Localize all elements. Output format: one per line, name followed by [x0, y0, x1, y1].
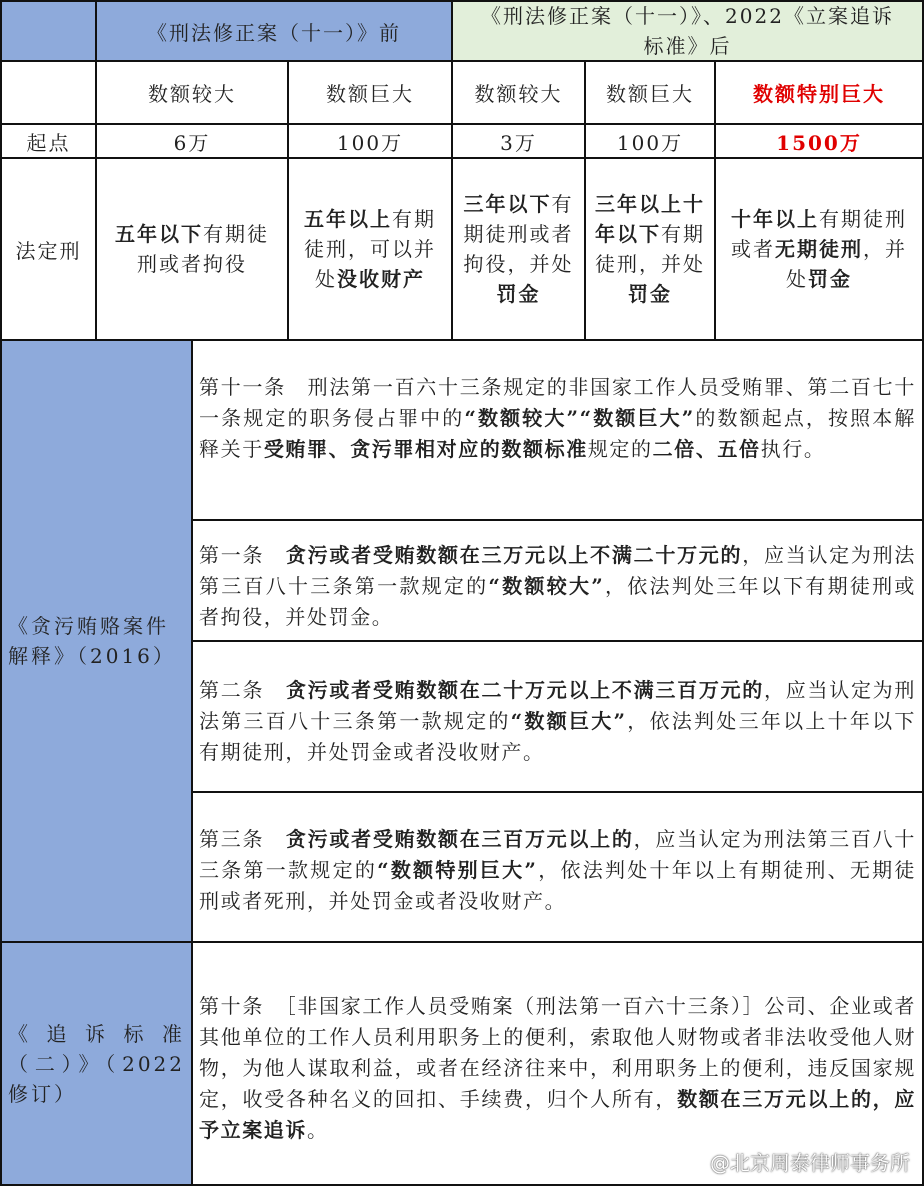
article-text: ，依法判处十年以上有期徒刑、无期徒刑或者死刑，并处罚金或者没收财产。 — [199, 858, 916, 913]
article-text: 第三条 — [199, 827, 286, 851]
article-1-cell — [193, 521, 924, 642]
article-text: 规定的 — [587, 437, 653, 461]
penalty-text: ，并处 — [786, 237, 907, 291]
level-after-extra-huge — [716, 62, 924, 125]
level-label: 数额较大 — [148, 82, 236, 106]
article-2-cell — [193, 642, 924, 793]
threshold-label: 起点 — [26, 130, 71, 155]
penalty-bold: 十年以上 — [731, 207, 819, 231]
penalty-text: 有期徒刑，并处 — [595, 222, 705, 276]
threshold-value: 3万 — [500, 130, 537, 155]
article-text: 第二条 — [199, 678, 286, 702]
interpretation-label-cell — [0, 341, 193, 943]
article-bold: 数额在三万元以上的，应予立案追诉 — [199, 1087, 917, 1142]
article-3-text — [193, 824, 920, 917]
penalty-c2 — [289, 159, 453, 341]
article-text: 执行。 — [760, 437, 826, 461]
threshold-c5 — [716, 125, 924, 159]
penalty-bold: 五年以上 — [304, 207, 392, 231]
threshold-value: 100万 — [616, 130, 684, 155]
penalty-bold: 三年以上十年以下 — [595, 192, 705, 246]
article-bold: 贪污或者受贿数额在三万元以上不满二十万元的 — [285, 543, 743, 567]
article-11-cell — [193, 341, 924, 521]
header-before — [97, 0, 453, 62]
penalty-text: 有期徒刑，可以并处 — [304, 207, 436, 291]
article-10-text — [193, 991, 920, 1146]
article-bold: “数额较大” — [488, 574, 605, 598]
penalty-c1 — [97, 159, 289, 341]
penalty-bold: 罚金 — [808, 267, 852, 291]
penalty-c3 — [453, 159, 586, 341]
level-label-highlight: 数额特别巨大 — [753, 82, 885, 106]
article-bold: 贪污或者受贿数额在三百万元以上的 — [285, 827, 634, 851]
penalty-label: 法定刑 — [15, 238, 82, 263]
penalty-label-cell — [0, 159, 97, 341]
standard-label-cell — [0, 943, 193, 1186]
article-bold: 受贿罪、贪污罪相对应的数额标准 — [263, 437, 588, 461]
penalty-bold: 三年以下 — [463, 192, 552, 216]
article-bold: “数额特别巨大” — [377, 858, 538, 882]
article-text: ，依法判处三年以下有期徒刑或者拘役，并处罚金。 — [199, 574, 916, 629]
header-after-line1: 《刑法修正案（十一）》、2022《立案追诉 — [481, 4, 894, 28]
article-2-text — [193, 675, 920, 768]
level-before-large — [97, 62, 289, 125]
article-1-text — [193, 540, 920, 633]
article-text: 。 — [307, 1118, 329, 1142]
article-bold: “数额较大”“数额巨大” — [464, 406, 695, 430]
penalty-text: 有期徒刑或者拘役，并处 — [463, 192, 574, 276]
article-11-text — [193, 372, 920, 465]
article-bold: “数额巨大” — [510, 709, 627, 733]
level-before-huge — [289, 62, 453, 125]
article-text: ，依法判处三年以上十年以下有期徒刑，并处罚金或者没收财产。 — [199, 709, 916, 764]
corner-cell — [0, 0, 97, 62]
article-text: ，应当认定为刑法第三百八十三条第一款规定的 — [199, 678, 917, 733]
threshold-c4 — [586, 125, 716, 159]
header-before-text: 《刑法修正案（十一）》前 — [147, 20, 401, 45]
penalty-text: 有期徒刑或者拘役 — [137, 222, 269, 276]
threshold-label-cell — [0, 125, 97, 159]
levels-empty-cell — [0, 62, 97, 125]
watermark-text: @北京周泰律师事务所 — [710, 1151, 910, 1175]
threshold-value: 6万 — [173, 130, 211, 155]
article-bold: 贪污或者受贿数额在二十万元以上不满三百万元的 — [285, 678, 765, 702]
level-after-large — [453, 62, 586, 125]
level-after-huge — [586, 62, 716, 125]
article-text: 第十一条 刑法第一百六十三条规定的非国家工作人员受贿罪、第二百七十一条规定的职务侵占罪中的 — [199, 375, 916, 430]
article-bold: 二倍、五倍 — [652, 437, 761, 461]
penalty-c4 — [586, 159, 716, 341]
level-label: 数额较大 — [474, 82, 563, 106]
level-label: 数额巨大 — [326, 82, 414, 106]
level-label: 数额巨大 — [606, 82, 694, 106]
threshold-value-highlight: 1500万 — [776, 130, 862, 155]
penalty-text: 有期徒刑或者 — [731, 207, 907, 261]
standard-label: 《追诉标准（二）》（2022修订） — [8, 1021, 185, 1106]
threshold-value: 100万 — [336, 130, 404, 155]
header-after-line2: 标准》后 — [643, 34, 732, 58]
article-text: ，应当认定为刑法第三百八十三条第一款规定的 — [199, 827, 916, 882]
interpretation-label: 《贪污贿赂案件解释》（2016） — [8, 614, 176, 668]
penalty-bold: 五年以下 — [115, 222, 203, 246]
header-after — [453, 0, 924, 62]
article-text: 的数额起点，按照本解释关于 — [199, 406, 917, 461]
penalty-bold: 罚金 — [496, 282, 541, 306]
article-text: 第一条 — [199, 543, 286, 567]
penalty-bold: 无期徒刑 — [775, 237, 863, 261]
threshold-c2 — [289, 125, 453, 159]
article-3-cell — [193, 793, 924, 943]
article-text: ，应当认定为刑法第三百八十三条第一款规定的 — [199, 543, 916, 598]
article-text: 第十条 ［非国家工作人员受贿案（刑法第一百六十三条）］公司、企业或者其他单位的工作人员利用职务上的便利，索取他人财物或者非法收受他人财物，为他人谋取利益，或者在经济往来中，利用职务上的便利，违反国家规定，收受各种名义的回扣、手续费，归个人所有， — [199, 994, 916, 1111]
penalty-c5 — [716, 159, 924, 341]
threshold-c1 — [97, 125, 289, 159]
threshold-c3 — [453, 125, 586, 159]
penalty-bold: 没收财产 — [337, 267, 425, 291]
penalty-bold: 罚金 — [628, 282, 672, 306]
